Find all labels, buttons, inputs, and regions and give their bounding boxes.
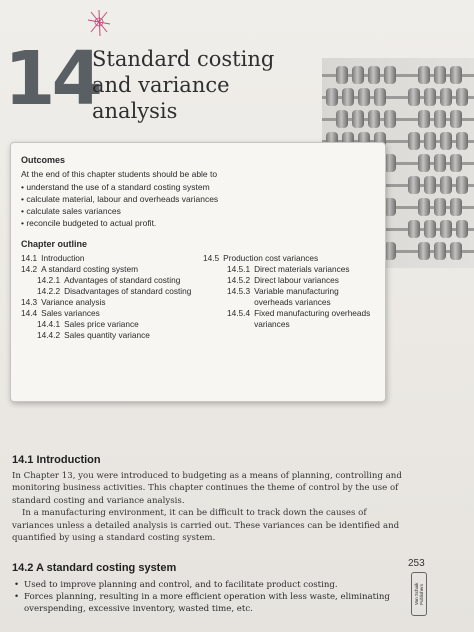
abacus-bead: [440, 88, 452, 106]
outline-item-number: 14.5.3: [227, 286, 251, 296]
abacus-bead: [456, 132, 468, 150]
outline-right-column: [203, 253, 375, 341]
outline-item: [21, 286, 193, 297]
star-sketch-icon: [86, 8, 112, 38]
abacus-bead: [456, 220, 468, 238]
outline-item: [21, 275, 193, 286]
outline-item: [21, 264, 193, 275]
abacus-bead: [434, 110, 446, 128]
outline-item-text: Fixed manufacturing overheads variances: [254, 308, 371, 329]
abacus-bead: [418, 154, 430, 172]
outline-item: [21, 308, 193, 319]
abacus-bead: [440, 132, 452, 150]
section-introduction: [12, 454, 404, 544]
outcome-item: • calculate sales variances: [21, 205, 375, 217]
abacus-bead: [336, 110, 348, 128]
outline-item-text: Sales quantity variance: [64, 330, 150, 340]
outline-item-text: Direct materials variances: [254, 264, 350, 274]
abacus-bead: [374, 88, 386, 106]
chapter-title-line: analysis: [92, 99, 178, 123]
outline-item-number: 14.5.1: [227, 264, 251, 274]
abacus-bead: [450, 110, 462, 128]
abacus-bead: [434, 154, 446, 172]
abacus-bead: [450, 66, 462, 84]
abacus-bead: [434, 242, 446, 260]
outline-item-number: 14.3: [21, 297, 38, 307]
abacus-bead: [368, 66, 380, 84]
outline-item-number: 14.4.2: [37, 330, 61, 340]
abacus-bead: [384, 66, 396, 84]
abacus-bead: [424, 88, 436, 106]
outline-item-text: Direct labour variances: [254, 275, 339, 285]
abacus-bead: [456, 176, 468, 194]
abacus-bead: [418, 242, 430, 260]
publisher-logo: [411, 572, 427, 616]
outline-item-number: 14.2.2: [37, 286, 61, 296]
abacus-bead: [408, 176, 420, 194]
outline-item-text: Variable manufacturing overheads variances: [254, 286, 339, 307]
outline-item: [203, 264, 375, 275]
outline-item-text: Advantages of standard costing: [64, 275, 181, 285]
outline-item: [21, 297, 193, 308]
abacus-bead: [368, 110, 380, 128]
abacus-bead: [408, 220, 420, 238]
abacus-bead: [352, 110, 364, 128]
abacus-bead: [440, 220, 452, 238]
abacus-bead: [456, 88, 468, 106]
abacus-bead: [450, 198, 462, 216]
bullet-list: [12, 580, 408, 615]
abacus-bead: [336, 66, 348, 84]
outline-columns: [21, 253, 375, 341]
chapter-number: 14: [4, 36, 99, 122]
outline-item: [21, 330, 193, 341]
outline-item-text: Production cost variances: [223, 253, 319, 263]
abacus-bead: [424, 220, 436, 238]
outline-item-text: Sales price variance: [64, 319, 139, 329]
abacus-bead: [450, 242, 462, 260]
outline-item-number: 14.4: [21, 308, 38, 318]
section-standard-costing: [12, 562, 408, 616]
abacus-bead: [418, 66, 430, 84]
paragraph: In Chapter 13, you were introduced to budgeting as a means of planning, controlling and monitoring business activities. This chapter continues the theme of control by the use of standard costing and variance analysis.: [12, 471, 402, 506]
outline-item-number: 14.4.1: [37, 319, 61, 329]
abacus-bead: [326, 88, 338, 106]
outcomes-list: [21, 181, 375, 229]
outline-item: [21, 253, 193, 264]
paragraph: In a manufacturing environment, it can be difficult to track down the causes of variances unless a detailed analysis is carried out. These variances can be identified and quantified by using a standard costing system.: [12, 508, 400, 544]
outline-item-number: 14.1: [21, 253, 38, 263]
outcomes-intro: At the end of this chapter students should be able to: [21, 169, 218, 179]
outline-item-number: 14.5: [203, 253, 220, 263]
abacus-bead: [424, 132, 436, 150]
outline-item-text: A standard costing system: [41, 264, 139, 274]
abacus-bead: [384, 110, 396, 128]
abacus-bead: [434, 198, 446, 216]
section-heading: 14.2 A standard costing system: [12, 562, 177, 574]
chapter-title: [92, 46, 322, 124]
outline-item: [21, 319, 193, 330]
chapter-title-line: and variance: [92, 73, 230, 97]
abacus-bead: [440, 176, 452, 194]
section-heading: 14.1 Introduction: [12, 454, 101, 466]
outline-item: [203, 275, 375, 286]
outcomes-title: Outcomes: [21, 155, 66, 165]
bullet-item: • Forces planning, resulting in a more efficient operation with less waste, eliminating overspending, excessive inventory, wasted time, etc.: [12, 592, 408, 615]
outline-item: [203, 286, 375, 308]
abacus-bead: [342, 88, 354, 106]
abacus-bead: [352, 66, 364, 84]
outline-item-number: 14.2: [21, 264, 38, 274]
outline-item: [203, 308, 375, 330]
outline-item-text: Variance analysis: [41, 297, 106, 307]
abacus-bead: [408, 88, 420, 106]
outline-item: [203, 253, 375, 264]
outline-title: Chapter outline: [21, 239, 88, 249]
abacus-bead: [418, 110, 430, 128]
outline-left-column: [21, 253, 193, 341]
outline-item-text: Sales variances: [41, 308, 100, 318]
abacus-bead: [418, 198, 430, 216]
outcome-item: • understand the use of a standard costing system: [21, 181, 375, 193]
abacus-bead: [408, 132, 420, 150]
bullet-item: • Used to improve planning and control, and to facilitate product costing.: [12, 580, 408, 591]
outline-item-text: Disadvantages of standard costing: [64, 286, 192, 296]
outline-item-text: Introduction: [41, 253, 85, 263]
abacus-bead: [450, 154, 462, 172]
page-number: 253: [408, 558, 425, 569]
abacus-bead: [434, 66, 446, 84]
outline-item-number: 14.5.4: [227, 308, 251, 318]
chapter-title-line: Standard costing: [92, 47, 275, 71]
publisher-name: Van Schaik Publishers: [414, 582, 424, 606]
outcomes-box: [10, 142, 386, 402]
outcome-item: • calculate material, labour and overheads variances: [21, 193, 375, 205]
outcome-item: • reconcile budgeted to actual profit.: [21, 217, 375, 229]
outline-item-number: 14.2.1: [37, 275, 61, 285]
abacus-bead: [358, 88, 370, 106]
abacus-bead: [424, 176, 436, 194]
outline-item-number: 14.5.2: [227, 275, 251, 285]
